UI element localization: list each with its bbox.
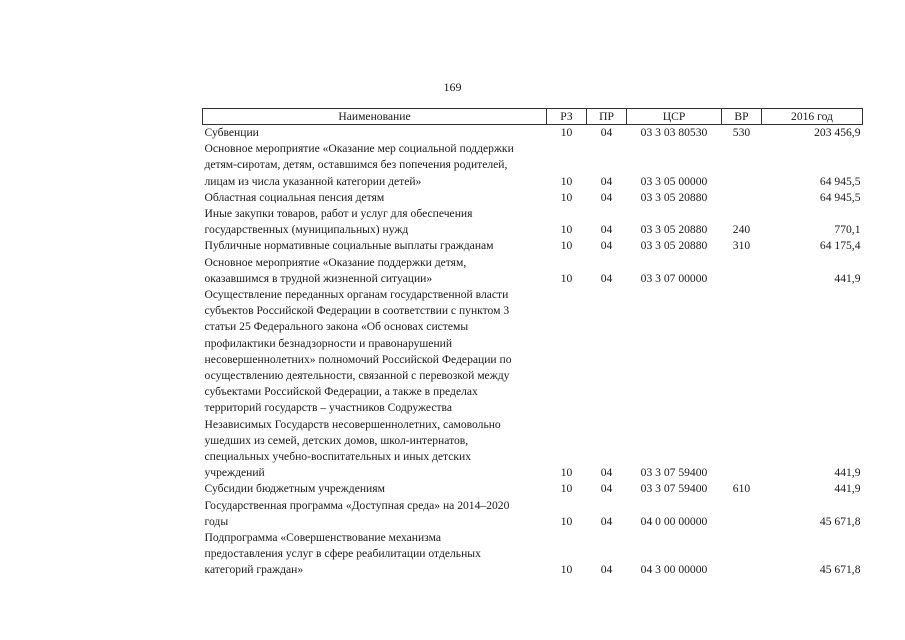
table-row bbox=[203, 255, 863, 287]
row-name-line: детям-сиротам, детям, оставшимся без попечения родителей, bbox=[204, 158, 508, 172]
row-name-line: профилактики безнадзорности и правонарушений bbox=[204, 336, 453, 350]
row-amount: 45 671,8 bbox=[819, 514, 861, 528]
row-pr: 04 bbox=[600, 466, 613, 480]
row-name-line: субъектов Российской Федерации в соответствии с пунктом 3 bbox=[204, 304, 510, 318]
row-amount: 45 671,8 bbox=[819, 563, 861, 577]
row-name bbox=[203, 206, 547, 238]
row-vr bbox=[722, 498, 762, 530]
row-pr: 04 bbox=[600, 563, 613, 577]
row-name-line: Подпрограмма «Совершенствование механизма bbox=[204, 531, 441, 545]
row-pr: 04 bbox=[600, 190, 613, 204]
row-csr: 04 0 00 00000 bbox=[640, 514, 708, 528]
row-pr: 04 bbox=[600, 174, 613, 188]
row-name-line: категорий граждан» bbox=[204, 563, 304, 577]
row-name-line: Осуществление переданных органам государственной власти bbox=[204, 288, 509, 302]
header-pr: ПР bbox=[587, 109, 627, 125]
row-name-line: Государственная программа «Доступная среда» на 2014–2020 bbox=[204, 498, 510, 512]
row-rz: 10 bbox=[560, 239, 573, 253]
header-name: Наименование bbox=[203, 109, 547, 125]
row-name bbox=[203, 530, 547, 579]
row-rz: 10 bbox=[560, 190, 573, 204]
table-row bbox=[203, 287, 863, 481]
row-name bbox=[203, 141, 547, 190]
table-row bbox=[203, 206, 863, 238]
table-row bbox=[203, 238, 863, 254]
row-csr: 03 3 05 20880 bbox=[640, 190, 708, 204]
row-name-line: Основное мероприятие «Оказание поддержки детям, bbox=[204, 255, 467, 269]
row-name-line: лицам из числа указанной категории детей» bbox=[204, 174, 422, 188]
table-header bbox=[203, 109, 863, 125]
row-name-line: предоставления услуг в сфере реабилитации отдельных bbox=[204, 547, 481, 561]
row-name-line: оказавшимся в трудной жизненной ситуации» bbox=[204, 271, 433, 285]
row-vr: 530 bbox=[732, 126, 751, 139]
table-row bbox=[203, 125, 863, 142]
row-name-line: осуществлению деятельности, связанной с перевозкой между bbox=[204, 369, 510, 383]
row-name-line: Независимых Государств несовершеннолетних, самовольно bbox=[204, 417, 501, 431]
row-pr: 04 bbox=[600, 271, 613, 285]
row-name-line: Иные закупки товаров, работ и услуг для обеспечения bbox=[204, 207, 473, 221]
row-vr: 310 bbox=[732, 239, 751, 253]
row-vr bbox=[722, 287, 762, 481]
row-rz: 10 bbox=[560, 466, 573, 480]
header-vr: ВР bbox=[722, 109, 762, 125]
header-row bbox=[203, 109, 863, 125]
row-name-line: государственных (муниципальных) нужд bbox=[204, 223, 409, 237]
row-amount: 770,1 bbox=[834, 223, 861, 237]
row-name bbox=[203, 238, 547, 254]
row-csr: 03 3 03 80530 bbox=[640, 126, 708, 139]
row-amount: 64 175,4 bbox=[819, 239, 861, 253]
row-pr: 04 bbox=[600, 482, 613, 496]
row-csr: 03 3 07 59400 bbox=[640, 466, 708, 480]
row-name-line: Областная социальная пенсия детям bbox=[204, 190, 385, 204]
row-vr bbox=[722, 530, 762, 579]
row-name-line: Публичные нормативные социальные выплаты гражданам bbox=[204, 239, 494, 253]
table-row bbox=[203, 530, 863, 579]
row-amount: 441,9 bbox=[834, 271, 861, 285]
row-amount: 64 945,5 bbox=[819, 174, 861, 188]
table-row bbox=[203, 141, 863, 190]
row-name bbox=[203, 498, 547, 530]
row-name bbox=[203, 481, 547, 497]
row-pr: 04 bbox=[600, 239, 613, 253]
row-rz: 10 bbox=[560, 223, 573, 237]
row-name bbox=[203, 190, 547, 206]
row-name bbox=[203, 287, 547, 481]
row-name-line: учреждений bbox=[204, 466, 265, 480]
row-csr: 04 3 00 00000 bbox=[640, 563, 708, 577]
row-name-line: Основное мероприятие «Оказание мер социальной поддержки bbox=[204, 142, 514, 156]
budget-table bbox=[202, 108, 863, 579]
table-body bbox=[203, 125, 863, 579]
row-name-line: годы bbox=[204, 514, 229, 528]
row-csr: 03 3 07 00000 bbox=[640, 271, 708, 285]
header-rz: РЗ bbox=[547, 109, 587, 125]
header-year: 2016 год bbox=[762, 109, 863, 125]
row-rz: 10 bbox=[560, 126, 573, 139]
table-row bbox=[203, 190, 863, 206]
row-name bbox=[203, 255, 547, 287]
row-name-line: ушедших из семей, детских домов, школ-интернатов, bbox=[204, 433, 469, 447]
row-vr: 240 bbox=[732, 223, 751, 237]
header-csr: ЦСР bbox=[627, 109, 722, 125]
row-name-line: специальных учебно-воспитательных и иных детских bbox=[204, 450, 472, 464]
row-rz: 10 bbox=[560, 174, 573, 188]
row-csr: 03 3 05 00000 bbox=[640, 174, 708, 188]
row-pr: 04 bbox=[600, 514, 613, 528]
page-number: 169 bbox=[443, 80, 462, 94]
row-csr: 03 3 05 20880 bbox=[640, 239, 708, 253]
row-amount: 203 456,9 bbox=[814, 126, 861, 139]
row-vr bbox=[722, 190, 762, 206]
row-name bbox=[203, 125, 547, 142]
table-row bbox=[203, 498, 863, 530]
row-vr bbox=[722, 141, 762, 190]
row-rz: 10 bbox=[560, 563, 573, 577]
row-rz: 10 bbox=[560, 482, 573, 496]
row-name-line: Субвенции bbox=[204, 126, 259, 139]
table-row bbox=[203, 481, 863, 497]
row-name-line: территорий государств – участников Содружества bbox=[204, 401, 453, 415]
row-pr: 04 bbox=[600, 126, 613, 139]
row-name-line: несовершеннолетних» полномочий Российской Федерации по bbox=[204, 352, 512, 366]
row-pr: 04 bbox=[600, 223, 613, 237]
row-name-line: статьи 25 Федерального закона «Об основах системы bbox=[204, 320, 469, 334]
row-rz: 10 bbox=[560, 514, 573, 528]
row-rz: 10 bbox=[560, 271, 573, 285]
row-vr bbox=[722, 255, 762, 287]
row-amount: 441,9 bbox=[834, 482, 861, 496]
row-csr: 03 3 07 59400 bbox=[640, 482, 708, 496]
row-name-line: субъектами Российской Федерации, а также в пределах bbox=[204, 385, 478, 399]
row-vr: 610 bbox=[732, 482, 751, 496]
row-csr: 03 3 05 20880 bbox=[640, 223, 708, 237]
row-amount: 441,9 bbox=[834, 466, 861, 480]
row-name-line: Субсидии бюджетным учреждениям bbox=[204, 482, 385, 496]
row-amount: 64 945,5 bbox=[819, 190, 861, 204]
